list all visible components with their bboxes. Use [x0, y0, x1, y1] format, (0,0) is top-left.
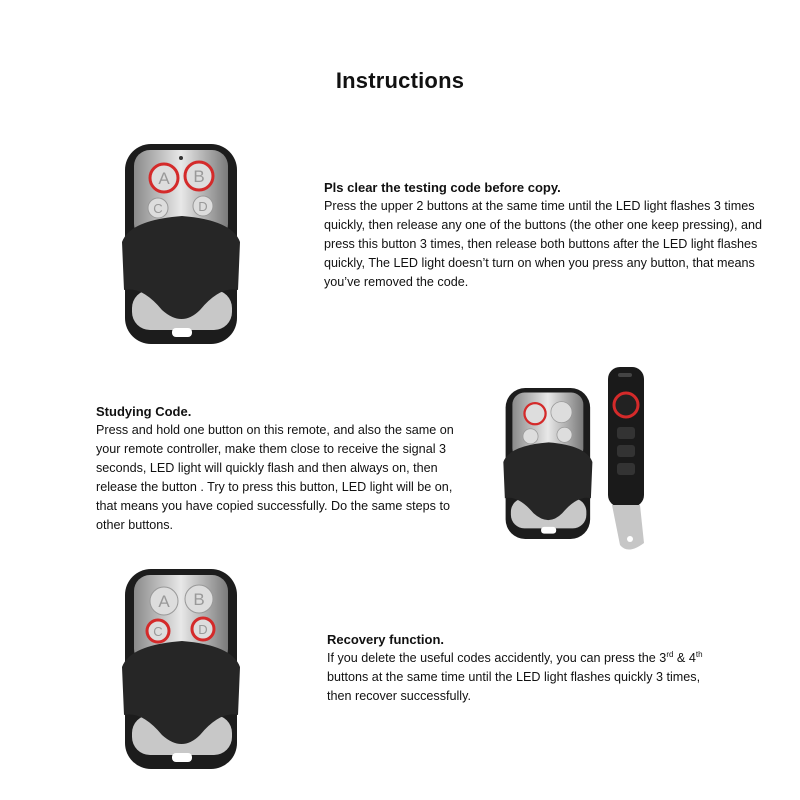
- studying-code-text: Press and hold one button on this remote, and also the same on your remote controller, make them close to receive the signal 3 seconds, LED light will quickly flash and then always on, then release the button . Try to press this button, LED light will be on, that means you have copied successfully. Do the same steps to other buttons.: [96, 423, 454, 532]
- recovery-heading: Recovery function.: [327, 632, 445, 647]
- recovery-section: [327, 630, 727, 706]
- button-d-label: D: [198, 622, 208, 637]
- clear-code-text: Press the upper 2 buttons at the same time until the LED light flashes 3 times quickly, then release any one of the buttons (the other one keep pressing), and press this button 3 times, then release both buttons after the LED light flashes quickly, The LED light doesn’t turn on when you press any button, that means you’ve removed the code.: [324, 199, 763, 289]
- button-d-label: D: [198, 199, 208, 214]
- button-a-label: A: [158, 169, 170, 188]
- button-c-label: C: [153, 624, 163, 639]
- button-b-label: B: [193, 167, 205, 186]
- studying-code-section: [96, 402, 456, 535]
- page-title: Instructions: [335, 68, 465, 93]
- remote-control-image-top-buttons: [120, 140, 245, 352]
- target-remote-image: [598, 365, 658, 555]
- studying-code-heading: Studying Code.: [96, 404, 192, 419]
- button-c-label: C: [153, 201, 163, 216]
- remote-control-image-studying: [499, 385, 599, 545]
- clear-code-heading: Pls clear the testing code before copy.: [324, 180, 561, 195]
- button-b-label: B: [193, 590, 205, 609]
- button-a-label: A: [158, 592, 170, 611]
- recovery-text: If you delete the useful codes accidently, you can press the 3rd & 4th buttons at the same time until the LED light flashes quickly 3 times, then recover successfully.: [327, 649, 703, 703]
- remote-control-image-recovery: [120, 565, 245, 777]
- clear-code-section: [324, 178, 764, 292]
